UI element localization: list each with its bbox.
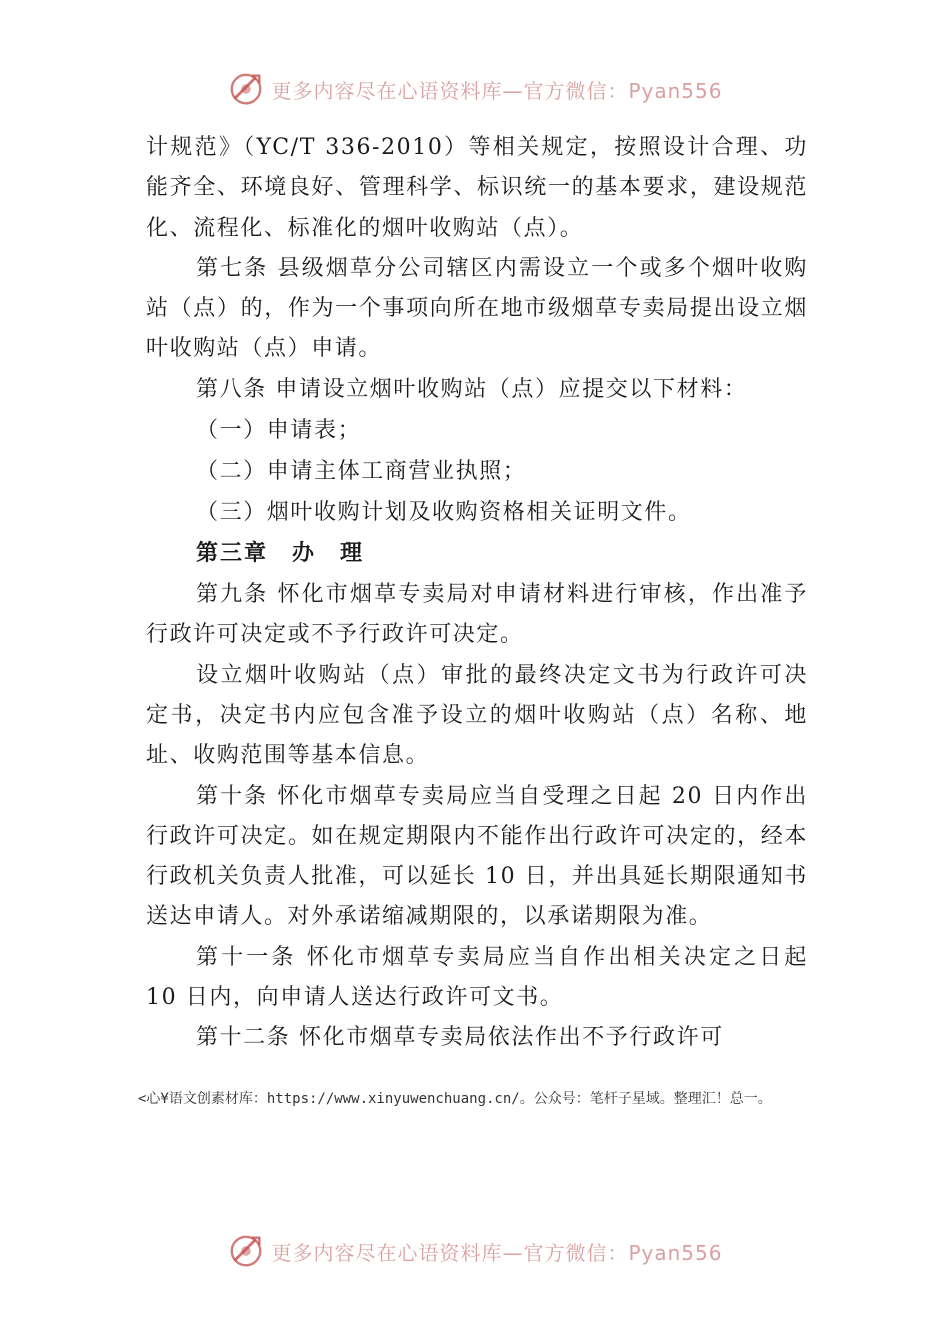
document-body (146, 128, 808, 1059)
paragraph: 第九条 怀化市烟草专卖局对申请材料进行审核，作出准予行政许可决定或不予行政许可决定。 (146, 582, 808, 648)
list-item: （三）烟叶收购计划及收购资格相关证明文件。 (196, 500, 692, 526)
watermark-header (0, 70, 950, 108)
list-item: （一）申请表； (196, 418, 362, 444)
list-item: （二）申请主体工商营业执照； (196, 459, 527, 485)
watermark-text: 更多内容尽在心语资料库—官方微信：Pyan556 (271, 1240, 723, 1265)
library-logo-icon (227, 70, 265, 108)
paragraph: 第七条 县级烟草分公司辖区内需设立一个或多个烟叶收购站（点）的，作为一个事项向所在地市级烟草专卖局提出设立烟叶收购站（点）申请。 (146, 255, 808, 362)
chapter-heading: 第三章 办 理 (196, 541, 365, 567)
watermark-footer (0, 1232, 950, 1270)
paragraph: 设立烟叶收购站（点）审批的最终决定文书为行政许可决定书，决定书内应包含准予设立的烟叶收购站（点）名称、地址、收购范围等基本信息。 (146, 662, 808, 769)
paragraph: 第八条 申请设立烟叶收购站（点）应提交以下材料： (196, 376, 748, 402)
watermark-text: 更多内容尽在心语资料库—官方微信：Pyan556 (271, 78, 723, 103)
library-logo-icon (227, 1232, 265, 1270)
paragraph: 计规范》（YC/T 336-2010）等相关规定，按照设计合理、功能齐全、环境良好、管理科学、标识统一的基本要求，建设规范化、流程化、标准化的烟叶收购站（点）。 (146, 135, 808, 241)
paragraph: 第十一条 怀化市烟草专卖局应当自作出相关决定之日起 10 日内，向申请人送达行政许可文书。 (146, 944, 808, 1011)
footer-note: <心¥语文创素材库：https://www.xinyuwenchuang.cn/。公众号：笔杆子星域。整理汇！总一。 (138, 1091, 772, 1107)
paragraph: 第十二条 怀化市烟草专卖局依法作出不予行政许可 (196, 1025, 724, 1051)
paragraph: 第十条 怀化市烟草专卖局应当自受理之日起 20 日内作出行政许可决定。如在规定期限内不能作出行政许可决定的，经本行政机关负责人批准，可以延长 10 日，并出具延长期限通知书送达申请人。对外承诺缩减期限的，以承诺期限为准。 (146, 783, 808, 930)
